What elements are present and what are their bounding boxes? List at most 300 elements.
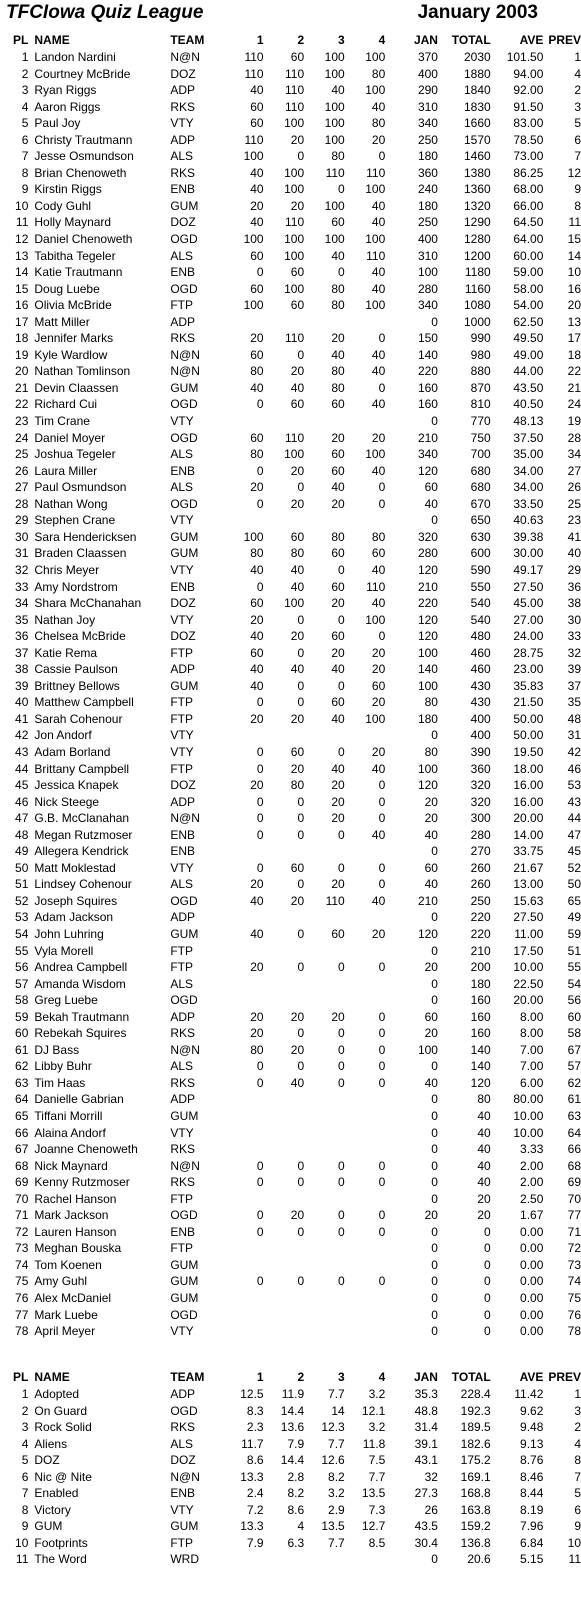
cell-jan: 0 — [431, 1059, 438, 1074]
player-row — [0, 827, 581, 844]
cell-jan: 31.4 — [414, 1420, 438, 1435]
cell-game-1: 60 — [250, 347, 264, 362]
cell-game-1 — [223, 976, 264, 993]
cell-ave: 24.00 — [513, 629, 544, 644]
cell-jan: 60 — [424, 480, 438, 495]
player-row — [0, 1108, 581, 1125]
cell-place: 75 — [15, 1274, 29, 1289]
cell-game-3 — [304, 976, 345, 993]
cell-game-4 — [345, 909, 386, 926]
cell-game-2: 110 — [285, 430, 305, 445]
cell-jan: 0 — [431, 910, 438, 925]
cell-prev: 63 — [567, 1109, 581, 1123]
cell-ave: 0.00 — [520, 1241, 544, 1256]
cell-total: 0 — [484, 1274, 491, 1289]
cell-team: FTP — [170, 1191, 194, 1206]
cell-total: 40 — [477, 1175, 491, 1190]
cell-prev: 53 — [567, 778, 581, 793]
cell-jan: 220 — [417, 364, 438, 379]
cell-ave: 94.00 — [513, 66, 544, 81]
player-row — [0, 1009, 581, 1026]
cell-team: OGD — [170, 397, 198, 412]
cell-jan: 40 — [424, 827, 438, 842]
cell-jan: 370 — [417, 50, 438, 64]
cell-game-4: 100 — [365, 50, 386, 64]
cell-total: 270 — [470, 844, 491, 859]
cell-place: 26 — [15, 463, 29, 478]
cell-game-2: 20 — [290, 893, 305, 908]
cell-name: Nathan Joy — [34, 612, 96, 627]
cell-prev: 35 — [567, 695, 581, 710]
cell-game-2: 20 — [290, 198, 305, 213]
player-row — [0, 744, 581, 761]
cell-place: 53 — [15, 910, 29, 925]
cell-prev: 36 — [567, 579, 581, 594]
cell-prev: 41 — [567, 529, 581, 544]
cell-game-2 — [264, 843, 305, 860]
cell-place: 62 — [15, 1059, 29, 1074]
cell-prev: 43 — [567, 794, 581, 809]
cell-ave: 0.00 — [520, 1307, 544, 1322]
cell-game-4: 8.5 — [368, 1535, 386, 1550]
cell-game-3 — [304, 1257, 345, 1274]
cell-game-3: 0 — [338, 1026, 345, 1041]
cell-place: 66 — [15, 1125, 29, 1140]
cell-prev: 10 — [567, 265, 581, 280]
player-table-header — [0, 32, 581, 49]
cell-game-2: 80 — [290, 778, 305, 793]
cell-game-1: 60 — [250, 99, 264, 114]
cell-jan: 280 — [417, 546, 438, 561]
cell-game-3: 40 — [331, 662, 345, 677]
cell-name: Victory — [34, 1502, 71, 1517]
cell-ave: 6.84 — [520, 1535, 544, 1550]
cell-game-4: 110 — [366, 579, 386, 594]
cell-game-2: 0 — [297, 1026, 305, 1041]
cell-game-4 — [345, 943, 386, 960]
cell-game-1: 13.3 — [240, 1519, 264, 1534]
cell-place: 47 — [15, 811, 29, 826]
cell-team: GUM — [170, 380, 199, 395]
player-row — [0, 1125, 581, 1142]
cell-ave: 73.00 — [513, 149, 544, 164]
cell-ave: 8.00 — [520, 1009, 544, 1024]
cell-place: 19 — [15, 347, 29, 362]
cell-game-1: 0 — [256, 1224, 264, 1239]
cell-ave: 8.44 — [520, 1486, 544, 1501]
cell-team: VTY — [170, 1125, 194, 1140]
cell-place: 77 — [15, 1307, 29, 1322]
cell-ave: 39.38 — [513, 529, 544, 544]
cell-place: 13 — [15, 248, 29, 263]
cell-ave: 68.00 — [513, 182, 544, 197]
cell-team: N@N — [170, 811, 200, 826]
cell-total: 600 — [470, 546, 491, 561]
cell-place: 45 — [15, 778, 29, 793]
player-row — [0, 413, 581, 430]
cell-prev: 20 — [567, 298, 581, 313]
cell-game-3 — [304, 1141, 345, 1158]
cell-game-2: 20 — [290, 1009, 305, 1024]
cell-game-3 — [304, 1323, 345, 1340]
cell-prev: 50 — [567, 877, 581, 892]
cell-place: 34 — [15, 596, 29, 611]
cell-place: 22 — [15, 397, 29, 412]
cell-game-3: 8.2 — [328, 1469, 345, 1484]
cell-game-2 — [264, 1257, 305, 1274]
cell-game-1: 60 — [250, 248, 264, 263]
header-team: TEAM — [170, 33, 205, 47]
cell-team: ALS — [170, 149, 194, 164]
cell-game-4 — [345, 1307, 386, 1324]
cell-total: 810 — [470, 397, 491, 412]
cell-team: GUM — [170, 1257, 199, 1272]
cell-ave: 16.00 — [513, 794, 544, 809]
cell-team: OGD — [170, 1403, 198, 1418]
cell-team: RKS — [170, 1026, 196, 1041]
cell-team: ENB — [170, 265, 196, 280]
cell-ave: 1.67 — [520, 1208, 544, 1223]
cell-name: Tim Crane — [34, 414, 90, 429]
cell-game-3 — [304, 1125, 345, 1142]
cell-place: 42 — [15, 728, 29, 743]
cell-game-4: 40 — [371, 364, 386, 379]
cell-prev: 42 — [567, 744, 581, 759]
cell-game-2: 14.4 — [280, 1403, 305, 1418]
cell-team: DOZ — [170, 596, 196, 611]
cell-place: 7 — [21, 149, 29, 164]
cell-game-2: 20 — [290, 761, 305, 776]
player-row — [0, 165, 581, 182]
cell-name: Meghan Bouska — [34, 1241, 122, 1256]
cell-place: 72 — [15, 1224, 29, 1239]
cell-total: 182.6 — [460, 1436, 491, 1451]
cell-jan: 120 — [417, 926, 438, 941]
cell-game-4: 40 — [371, 562, 386, 577]
cell-game-2: 110 — [285, 215, 305, 230]
cell-game-2: 0 — [297, 877, 305, 892]
cell-jan: 0 — [431, 976, 438, 991]
cell-prev: 77 — [567, 1208, 581, 1223]
cell-name: Matthew Campbell — [34, 695, 134, 710]
cell-game-2: 20 — [290, 1042, 305, 1057]
cell-place: 40 — [15, 695, 29, 710]
cell-jan: 0 — [431, 414, 438, 429]
cell-game-1: 0 — [256, 744, 264, 759]
cell-team: VTY — [170, 562, 194, 577]
header-prev: PREV — [548, 1370, 581, 1384]
cell-game-3 — [304, 1091, 345, 1108]
cell-game-1: 100 — [243, 298, 264, 313]
player-row — [0, 1042, 581, 1059]
cell-ave: 0.00 — [520, 1224, 544, 1239]
cell-game-4: 0 — [378, 1075, 386, 1090]
player-row — [0, 446, 581, 463]
cell-total: 540 — [470, 596, 491, 611]
cell-game-1: 20 — [250, 331, 264, 346]
cell-game-1: 0 — [256, 794, 264, 809]
cell-game-4: 40 — [371, 463, 386, 478]
cell-total: 159.2 — [460, 1519, 491, 1534]
cell-game-1 — [223, 1551, 264, 1568]
cell-game-1: 2.4 — [246, 1486, 264, 1501]
cell-game-4 — [345, 976, 386, 993]
cell-total: 540 — [470, 612, 491, 627]
cell-prev: 46 — [567, 761, 581, 776]
cell-game-4: 60 — [371, 546, 386, 561]
cell-ave: 48.13 — [513, 414, 544, 429]
cell-game-1: 7.2 — [246, 1502, 264, 1517]
cell-game-4: 40 — [371, 347, 386, 362]
cell-total: 175.2 — [460, 1453, 491, 1468]
cell-game-4: 40 — [371, 99, 386, 114]
cell-prev: 73 — [567, 1257, 581, 1272]
cell-jan: 340 — [417, 447, 438, 462]
cell-total: 870 — [470, 380, 491, 395]
cell-jan: 40 — [424, 1075, 438, 1090]
cell-jan: 80 — [424, 695, 438, 710]
cell-game-1: 0 — [256, 827, 264, 842]
cell-team: RKS — [170, 331, 196, 346]
cell-game-4: 20 — [371, 662, 386, 677]
cell-jan: 220 — [417, 596, 438, 611]
cell-game-2: 40 — [290, 380, 305, 395]
cell-total: 189.5 — [460, 1420, 491, 1435]
cell-prev: 76 — [567, 1307, 581, 1322]
cell-game-4: 12.1 — [361, 1403, 386, 1418]
cell-name: Landon Nardini — [34, 50, 116, 64]
cell-jan: 210 — [417, 893, 438, 908]
player-row — [0, 1058, 581, 1075]
cell-prev: 34 — [567, 447, 581, 462]
cell-prev: 1 — [574, 50, 581, 64]
cell-team: RKS — [170, 1420, 196, 1435]
cell-name: Katie Rema — [34, 645, 98, 660]
cell-game-1: 20 — [250, 198, 264, 213]
cell-game-2: 8.2 — [287, 1486, 305, 1501]
cell-game-2: 7.9 — [287, 1436, 305, 1451]
cell-jan: 20 — [424, 1026, 438, 1041]
cell-name: April Meyer — [34, 1324, 96, 1339]
cell-game-4 — [345, 512, 386, 529]
header-place: PL — [13, 33, 29, 47]
cell-prev: 64 — [567, 1125, 581, 1140]
cell-total: 680 — [470, 480, 491, 495]
header-game-2: 2 — [297, 1370, 305, 1384]
cell-place: 70 — [15, 1191, 29, 1206]
cell-team: VTY — [170, 513, 194, 528]
cell-game-4: 100 — [365, 612, 386, 627]
cell-jan: 20 — [424, 960, 438, 975]
cell-team: FTP — [170, 298, 194, 313]
cell-game-1: 0 — [256, 496, 264, 511]
cell-ave: 18.00 — [513, 761, 544, 776]
cell-name: Aliens — [34, 1436, 68, 1451]
cell-game-1 — [223, 1125, 264, 1142]
cell-game-4 — [345, 1323, 386, 1340]
cell-game-1: 110 — [244, 50, 264, 64]
cell-prev: 56 — [567, 993, 581, 1008]
cell-team: GUM — [170, 198, 199, 213]
cell-prev: 4 — [574, 66, 581, 81]
cell-game-3 — [304, 314, 345, 331]
cell-name: Adopted — [34, 1387, 80, 1401]
cell-prev: 72 — [567, 1241, 581, 1256]
cell-prev: 61 — [567, 1092, 581, 1107]
cell-game-1 — [223, 1141, 264, 1158]
cell-game-4: 0 — [378, 1274, 386, 1289]
player-row — [0, 810, 581, 827]
cell-game-3: 3.2 — [328, 1486, 345, 1501]
cell-game-3: 0 — [338, 265, 345, 280]
player-row — [0, 1207, 581, 1224]
cell-ave: 27.50 — [513, 579, 544, 594]
cell-jan: 100 — [417, 645, 438, 660]
player-row — [0, 297, 581, 314]
cell-place: 6 — [21, 132, 29, 147]
player-row — [0, 1257, 581, 1274]
cell-ave: 22.50 — [513, 976, 544, 991]
player-row — [0, 181, 581, 198]
cell-jan: 310 — [417, 248, 438, 263]
cell-game-2 — [264, 1240, 305, 1257]
cell-game-4: 20 — [371, 926, 386, 941]
cell-ave: 2.00 — [520, 1158, 544, 1173]
cell-team: ALS — [170, 877, 194, 892]
cell-total: 400 — [470, 711, 491, 726]
cell-place: 25 — [15, 447, 29, 462]
cell-place: 7 — [21, 1486, 29, 1501]
cell-game-2 — [264, 1191, 305, 1208]
player-row — [0, 281, 581, 298]
cell-game-3: 0 — [338, 1224, 345, 1239]
cell-name: Christy Trautmann — [34, 132, 133, 147]
cell-name: Amy Guhl — [34, 1274, 88, 1289]
cell-game-3: 20 — [331, 496, 345, 511]
cell-game-4: 60 — [371, 678, 386, 693]
cell-place: 8 — [21, 165, 29, 180]
cell-total: 160 — [470, 1026, 491, 1041]
cell-ave: 59.00 — [513, 265, 544, 280]
cell-team: RKS — [170, 1075, 196, 1090]
cell-team: ADP — [170, 662, 196, 677]
cell-total: 136.8 — [460, 1535, 491, 1550]
cell-place: 32 — [15, 562, 29, 577]
cell-game-2: 0 — [297, 695, 305, 710]
cell-place: 1 — [21, 1387, 29, 1401]
player-row — [0, 612, 581, 629]
cell-total: 700 — [470, 447, 491, 462]
cell-jan: 20 — [424, 794, 438, 809]
cell-jan: 40 — [424, 496, 438, 511]
cell-total: 1660 — [463, 116, 491, 131]
cell-prev: 12 — [567, 165, 581, 180]
cell-game-2: 0 — [297, 960, 305, 975]
cell-place: 16 — [15, 298, 29, 313]
cell-total: 750 — [470, 430, 491, 445]
cell-name: Jennifer Marks — [34, 331, 114, 346]
player-row — [0, 1141, 581, 1158]
cell-game-3: 0 — [338, 1274, 345, 1289]
page-header — [0, 0, 581, 30]
cell-jan: 400 — [417, 66, 438, 81]
cell-team: ADP — [170, 794, 196, 809]
cell-game-1 — [223, 1307, 264, 1324]
header-prev: PREV — [548, 33, 581, 47]
player-row — [0, 512, 581, 529]
cell-place: 60 — [15, 1026, 29, 1041]
cell-prev: 8 — [574, 198, 581, 213]
cell-ave: 2.50 — [520, 1191, 544, 1206]
cell-team: FTP — [170, 1535, 194, 1550]
cell-game-2: 110 — [285, 83, 305, 98]
cell-jan: 340 — [417, 116, 438, 131]
cell-game-3: 0 — [338, 678, 345, 693]
cell-game-2: 6.3 — [287, 1535, 305, 1550]
cell-game-1: 40 — [250, 926, 264, 941]
cell-ave: 49.50 — [513, 331, 544, 346]
cell-game-1: 0 — [256, 1208, 264, 1223]
cell-name: Amanda Wisdom — [34, 976, 126, 991]
player-row — [0, 711, 581, 728]
cell-place: 1 — [21, 50, 29, 64]
cell-game-4 — [345, 992, 386, 1009]
cell-total: 228.4 — [460, 1387, 491, 1401]
cell-total: 0 — [484, 1257, 491, 1272]
cell-place: 39 — [15, 678, 29, 693]
cell-place: 20 — [15, 364, 29, 379]
cell-game-1 — [223, 727, 264, 744]
cell-jan: 0 — [431, 1175, 438, 1190]
cell-place: 2 — [21, 1403, 29, 1418]
cell-name: Tabitha Tegeler — [34, 248, 116, 263]
cell-total: 40 — [477, 1125, 491, 1140]
cell-game-2: 100 — [284, 281, 305, 296]
cell-ave: 83.00 — [513, 116, 544, 131]
header-game-3: 3 — [338, 1370, 345, 1384]
cell-game-4: 100 — [365, 298, 386, 313]
cell-ave: 9.48 — [520, 1420, 544, 1435]
cell-game-3: 20 — [331, 331, 345, 346]
cell-place: 9 — [21, 1519, 29, 1534]
cell-game-1: 60 — [250, 430, 264, 445]
cell-place: 6 — [21, 1469, 29, 1484]
cell-jan: 0 — [431, 1142, 438, 1157]
cell-total: 0 — [484, 1241, 491, 1256]
cell-game-1: 110 — [244, 66, 264, 81]
cell-game-3: 0 — [338, 1059, 345, 1074]
cell-team: ALS — [170, 976, 194, 991]
header-ave: AVE — [519, 1370, 544, 1384]
cell-total: 0 — [484, 1324, 491, 1339]
cell-game-3: 0 — [338, 562, 345, 577]
cell-total: 400 — [470, 728, 491, 743]
player-row — [0, 396, 581, 413]
cell-ave: 35.83 — [513, 678, 544, 693]
cell-game-3: 0 — [338, 182, 345, 197]
cell-prev: 65 — [567, 893, 581, 908]
cell-name: Megan Rutzmoser — [34, 827, 133, 842]
cell-place: 10 — [15, 1535, 29, 1550]
cell-place: 11 — [15, 1552, 29, 1567]
cell-jan: 0 — [431, 314, 438, 329]
cell-game-1: 40 — [250, 182, 264, 197]
cell-total: 280 — [470, 827, 491, 842]
cell-game-3: 60 — [331, 926, 345, 941]
cell-team: VTY — [170, 860, 194, 875]
cell-game-1 — [223, 1191, 264, 1208]
cell-ave: 66.00 — [513, 198, 544, 213]
